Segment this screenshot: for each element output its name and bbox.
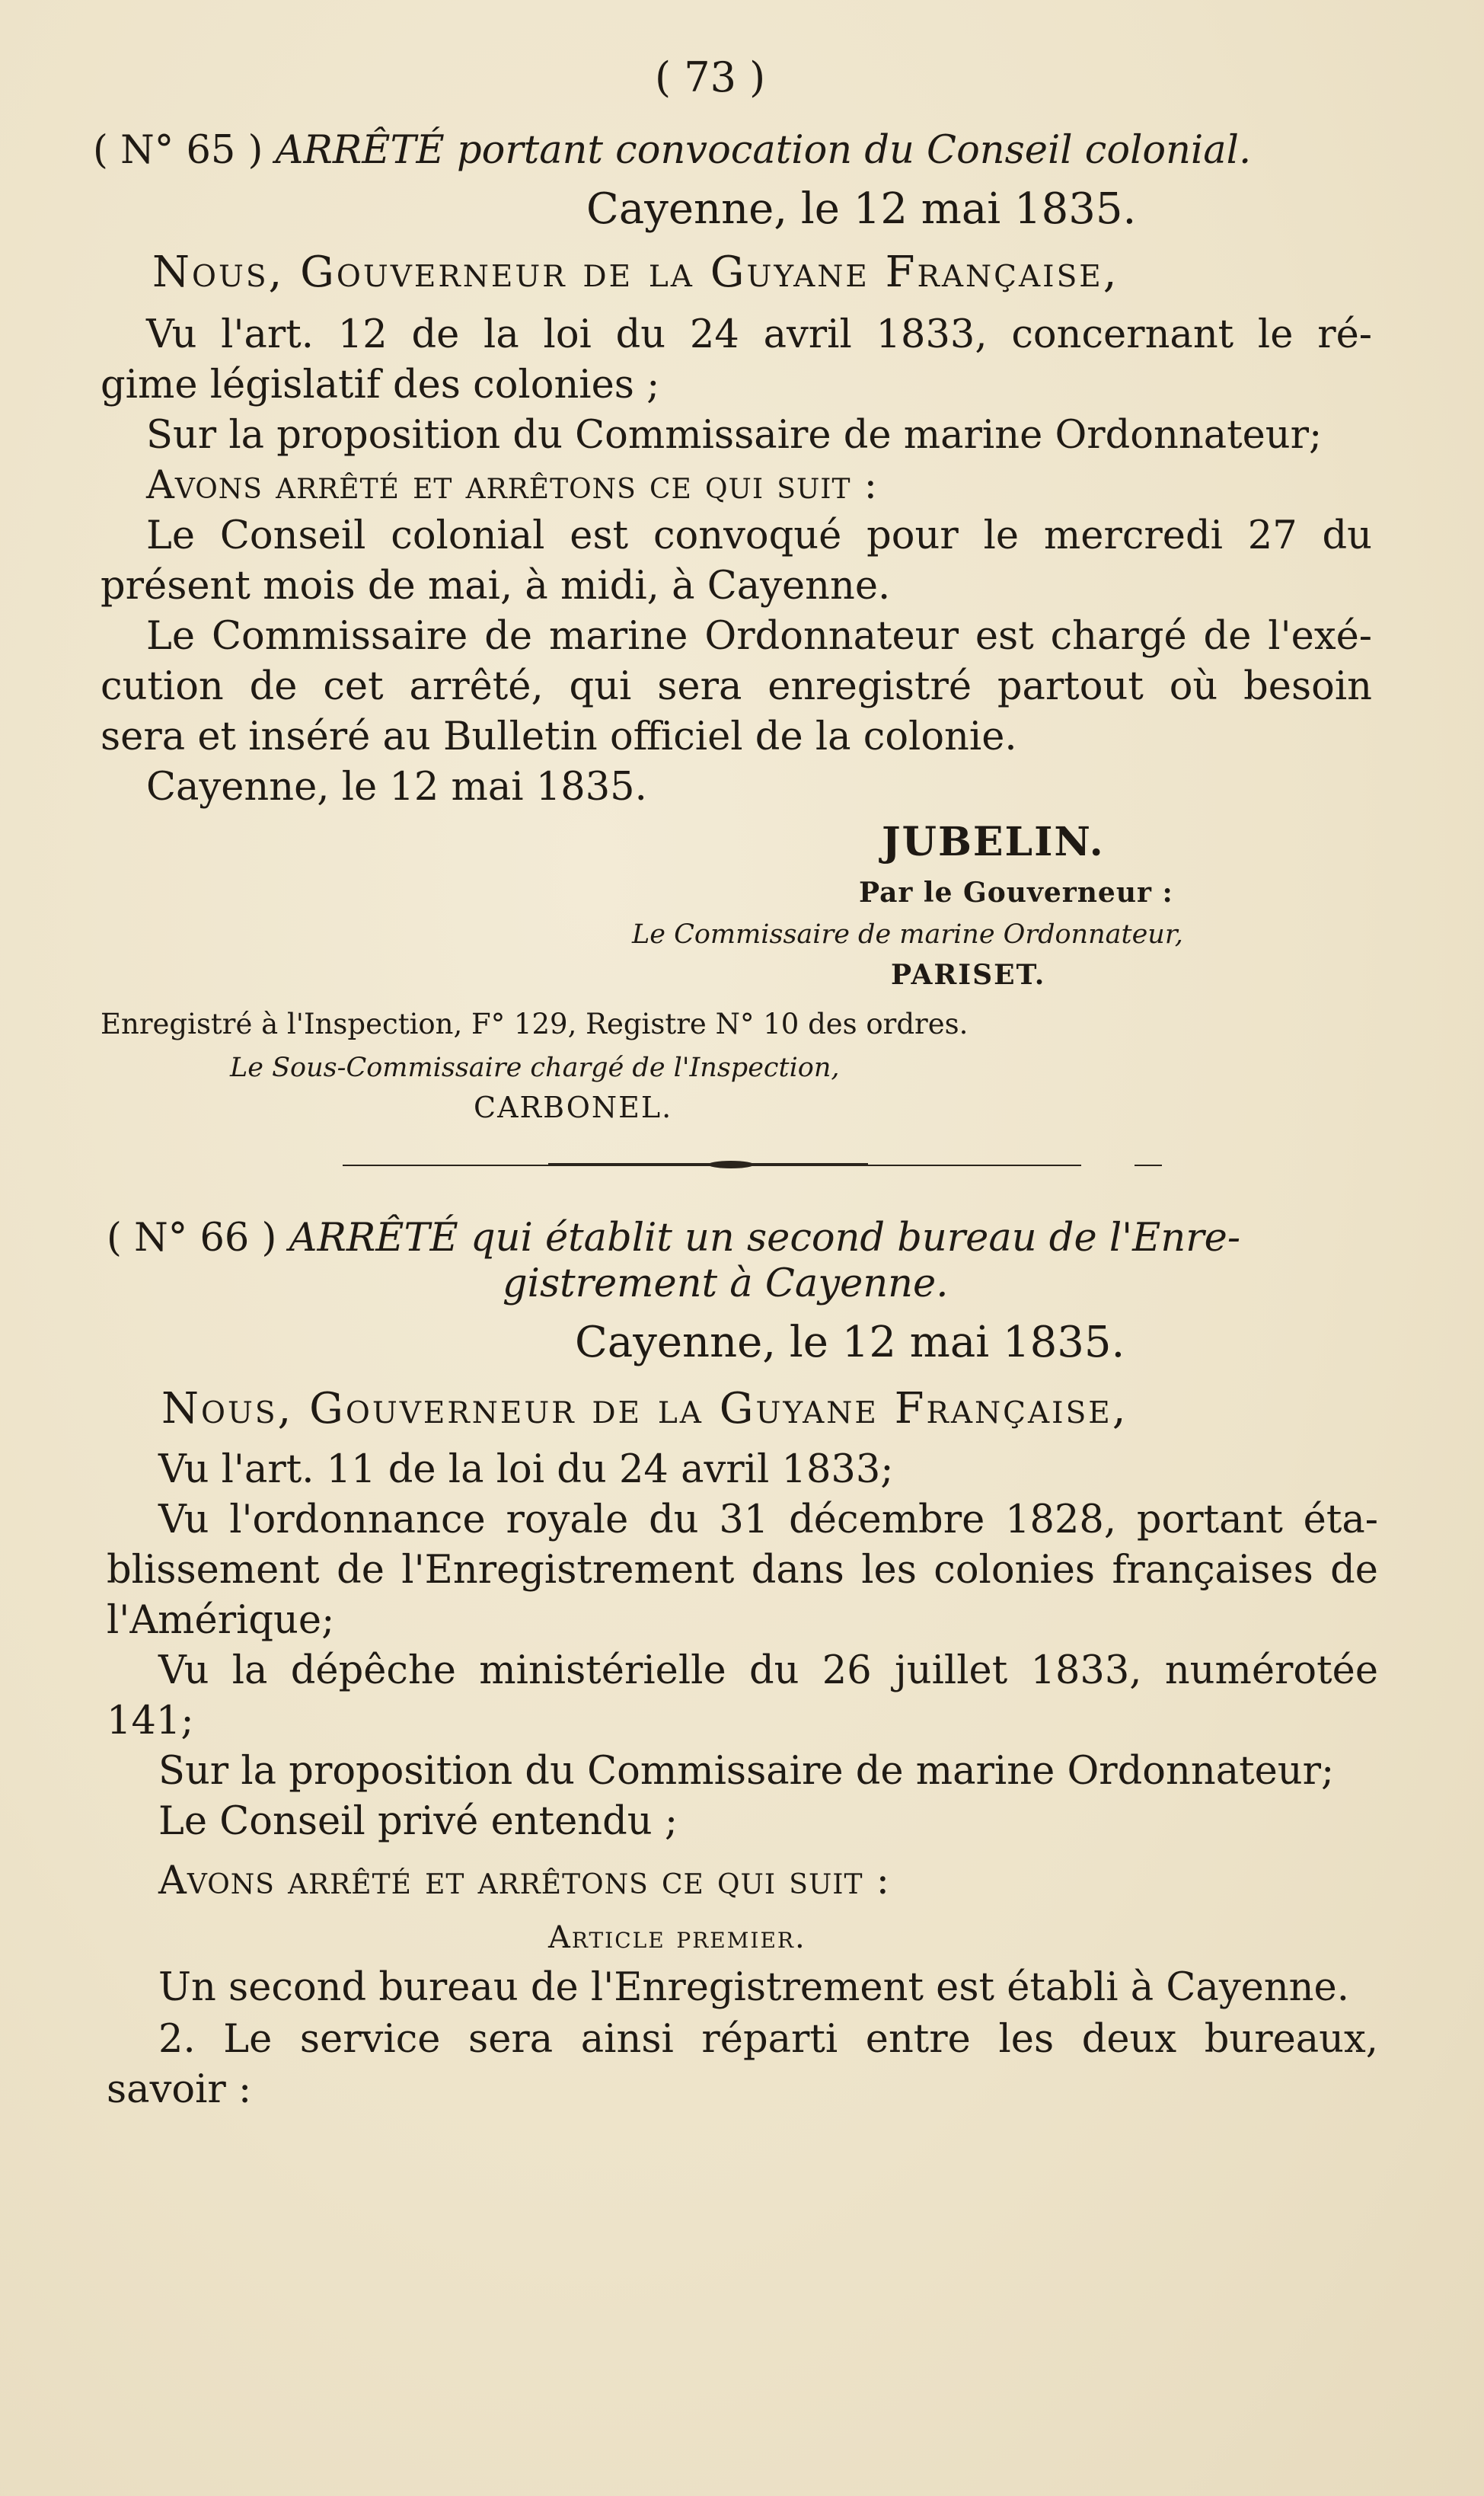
doc66-article-1: Un second bureau de l'Enregistrement est établi à Cayenne. (158, 1965, 1349, 2010)
doc65-signature: JUBELIN. (882, 819, 1105, 865)
doc65-sous-commissaire: Le Sous-Commissaire chargé de l'Inspection, (230, 1053, 840, 1083)
doc65-pariset: PARISET. (891, 959, 1046, 991)
doc66-paragraph-6: Avons arrêté et arrêtons ce qui suit : (158, 1858, 890, 1903)
doc65-heading (93, 128, 1380, 174)
doc65-par-le-gouverneur: Par le Gouverneur : (859, 877, 1173, 909)
doc65-paragraph-1-line-1: Vu l'art. 12 de la loi du 24 avril 1833, concernant le ré- (146, 312, 1372, 357)
doc65-closing-date: Cayenne, le 12 mai 1835. (146, 765, 647, 810)
doc66-article-2-line-2: savoir : (107, 2067, 252, 2112)
doc65-paragraph-4-line-2: présent mois de mai, à midi, à Cayenne. (101, 564, 891, 609)
doc66-article-2-line-1: 2. Le service sera ainsi réparti entre les deux bureaux, (158, 2017, 1378, 2062)
doc66-intro: Nous, Gouverneur de la Guyane Française, (161, 1384, 1128, 1433)
doc66-paragraph-1: Vu l'art. 11 de la loi du 24 avril 1833; (158, 1447, 894, 1492)
doc65-paragraph-2: Sur la proposition du Commissaire de marine Ordonnateur; (146, 413, 1323, 458)
doc66-heading-title-line-2: gistrement à Cayenne. (503, 1261, 949, 1306)
doc66-dateline: Cayenne, le 12 mai 1835. (575, 1318, 1125, 1367)
doc66-paragraph-2-line-3: l'Amérique; (107, 1598, 335, 1643)
doc65-heading-title: ARRÊTÉ portant convocation du Conseil colonial. (275, 128, 1252, 173)
doc65-paragraph-4-line-1: Le Conseil colonial est convoqué pour le mercredi 27 du (146, 513, 1372, 558)
doc66-paragraph-4: Sur la proposition du Commissaire de marine Ordonnateur; (158, 1749, 1335, 1794)
doc66-article-premier: Article premier. (548, 1920, 806, 1955)
doc66-heading-line-1 (107, 1216, 1371, 1261)
doc66-heading-number: ( N° 66 ) (107, 1216, 277, 1261)
doc65-carbonel: CARBONEL. (474, 1091, 673, 1124)
doc65-intro: Nous, Gouverneur de la Guyane Française, (152, 248, 1119, 297)
doc65-paragraph-1-line-2: gime législatif des colonies ; (101, 363, 660, 407)
doc65-enregistre: Enregistré à l'Inspection, F° 129, Registre N° 10 des ordres. (101, 1008, 969, 1040)
doc65-paragraph-5-line-1: Le Commissaire de marine Ordonnateur est chargé de l'exé- (146, 614, 1372, 659)
doc66-paragraph-3-line-2: 141; (107, 1699, 194, 1743)
doc65-commissaire-title: Le Commissaire de marine Ordonnateur, (632, 919, 1183, 950)
doc65-paragraph-5-line-2: cution de cet arrêté, qui sera enregistré partout où besoin (101, 664, 1372, 709)
doc66-paragraph-2-line-1: Vu l'ordonnance royale du 31 décembre 1828, portant éta- (158, 1497, 1378, 1542)
doc65-dateline: Cayenne, le 12 mai 1835. (586, 184, 1137, 234)
page-number: ( 73 ) (655, 53, 766, 101)
doc65-paragraph-5-line-3: sera et inséré au Bulletin officiel de la colonie. (101, 714, 1017, 759)
doc66-paragraph-2-line-2: blissement de l'Enregistrement dans les colonies françaises de (107, 1548, 1378, 1593)
doc66-heading-title-line-1: ARRÊTÉ qui établit un second bureau de l'Enre- (289, 1216, 1241, 1261)
doc65-heading-number: ( N° 65 ) (93, 128, 263, 173)
doc65-paragraph-3: Avons arrêté et arrêtons ce qui suit : (146, 463, 878, 508)
doc66-paragraph-3-line-1: Vu la dépêche ministérielle du 26 juillet 1833, numérotée (158, 1648, 1378, 1693)
doc66-paragraph-5: Le Conseil privé entendu ; (158, 1799, 678, 1844)
